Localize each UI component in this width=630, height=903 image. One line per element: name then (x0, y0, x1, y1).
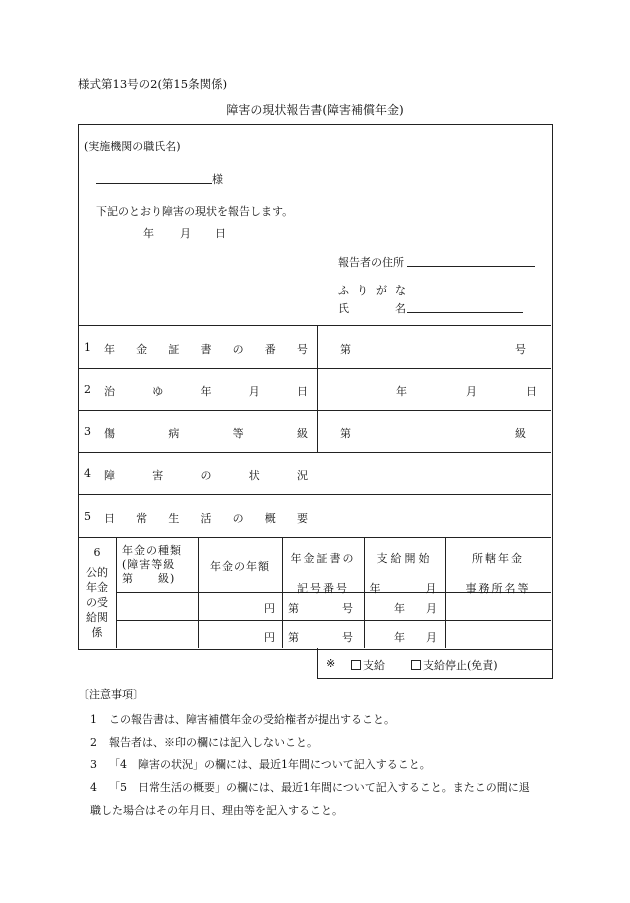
injury-grade-field[interactable]: 第 級 (340, 427, 526, 440)
cure-day-field[interactable]: 日 (526, 385, 537, 398)
institution-label: (実施機関の職氏名) (84, 140, 181, 153)
furigana-label: ふ り が な (338, 284, 406, 297)
date-year-label: 年 (143, 227, 154, 240)
note-item: 3 「4 障害の状況」の欄には、最近1年間について記入すること。 (90, 758, 431, 771)
header-pension-amount: 年金の年額 (210, 560, 270, 573)
name-label: 氏 名 (338, 302, 406, 315)
pension-cert-number-field[interactable]: 第 号 (340, 343, 526, 356)
note-continuation: 職した場合はその年月日、理由等を記入すること。 (90, 804, 343, 817)
cure-year-field[interactable]: 年 (396, 385, 407, 398)
office-use-mark: ※ (326, 657, 336, 670)
form-id: 様式第13号の2(第15条関係) (78, 77, 228, 91)
date-day-label: 日 (215, 227, 226, 240)
reporter-name-field[interactable] (407, 312, 523, 313)
header-pension-kind: 年金の種類 (障害等級 第 級) (122, 544, 182, 585)
option-payment-suspension[interactable]: 支給停止(免責) (411, 657, 498, 673)
sama-label: 様 (212, 173, 223, 186)
header-payment-start: 支給開始 年 月 (369, 552, 440, 595)
page-title: 障害の現状報告書(障害補償年金) (226, 103, 404, 117)
date-month-label: 月 (180, 227, 191, 240)
option-payment[interactable]: 支給 (351, 657, 385, 673)
note-item: 1 この報告書は、障害補償年金の受給権者が提出すること。 (90, 713, 395, 726)
notes-heading: 〔注意事項〕 (78, 688, 144, 701)
header-cert-number: 年金証書の 記号番号 (290, 552, 356, 595)
institution-name-field[interactable] (96, 183, 212, 184)
statement-text: 下記のとおり障害の現状を報告します。 (96, 205, 294, 218)
checkbox-icon[interactable] (351, 660, 361, 670)
note-item: 4 「5 日常生活の概要」の欄には、最近1年間について記入すること。またこの間に退 (90, 781, 530, 794)
note-item: 2 報告者は、※印の欄には記入しないこと。 (90, 736, 318, 749)
reporter-address-label: 報告者の住所 (338, 256, 404, 269)
header-pension-office: 所轄年金 事務所名等 (465, 552, 531, 595)
reporter-address-field[interactable] (407, 266, 535, 267)
cure-month-field[interactable]: 月 (466, 385, 477, 398)
checkbox-icon[interactable] (411, 660, 421, 670)
